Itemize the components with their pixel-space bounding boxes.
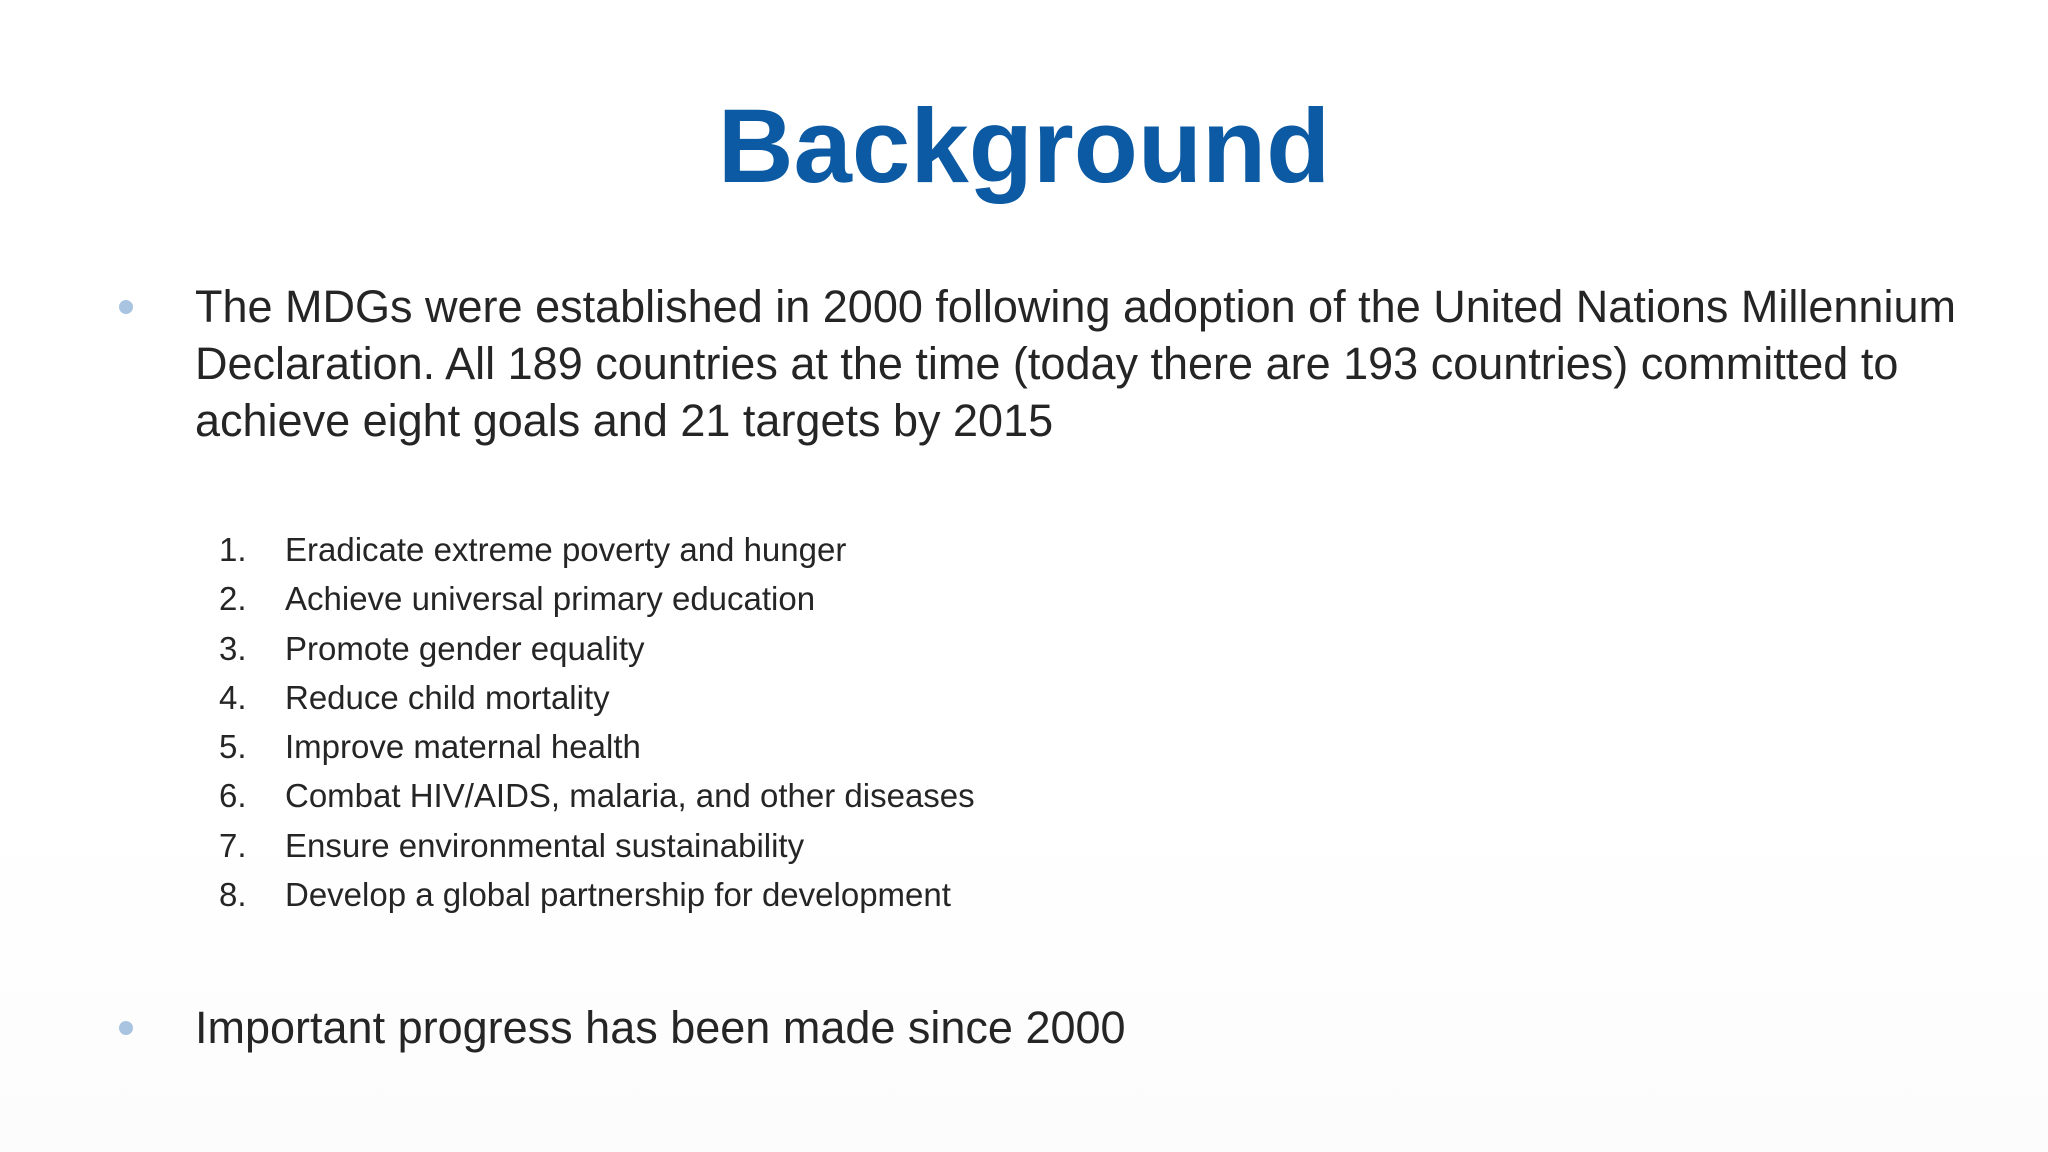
goal-text: Promote gender equality xyxy=(285,629,645,667)
goal-item xyxy=(0,624,2048,673)
goal-number: 5. xyxy=(219,728,247,766)
bullet-dot-icon xyxy=(119,300,133,314)
goal-number: 4. xyxy=(219,678,247,716)
closing-bullet-text: Important progress has been made since 2000 xyxy=(195,1002,1126,1053)
goal-number: 3. xyxy=(219,629,247,667)
goal-number: 8. xyxy=(219,876,247,914)
goal-item xyxy=(0,870,2048,919)
goal-item xyxy=(0,574,2048,623)
goal-number: 6. xyxy=(219,777,247,815)
goal-number: 7. xyxy=(219,826,247,864)
goal-text: Ensure environmental sustainability xyxy=(285,826,805,864)
goal-text: Reduce child mortality xyxy=(285,678,610,716)
goal-text: Combat HIV/AIDS, malaria, and other diseases xyxy=(285,777,975,815)
goal-text: Eradicate extreme poverty and hunger xyxy=(285,531,847,568)
intro-bullet-text: The MDGs were established in 2000 following adoption of the United Nations Millennium Declaration. All 189 countries at the time (today there are 193 countries) committed to achieve eight goals and 21 targets by 2015 xyxy=(195,281,1956,446)
bullet-dot-icon xyxy=(119,1021,133,1035)
goal-text: Achieve universal primary education xyxy=(285,580,816,618)
goal-item xyxy=(0,673,2048,722)
goal-number: 2. xyxy=(219,580,247,618)
goal-text: Develop a global partnership for development xyxy=(285,876,951,914)
goal-item xyxy=(0,525,2048,574)
slide-title: Background xyxy=(717,88,1331,205)
goal-text: Improve maternal health xyxy=(285,728,641,766)
goal-item xyxy=(0,722,2048,771)
goals-list xyxy=(0,525,2048,919)
goal-item xyxy=(0,771,2048,820)
goal-item xyxy=(0,821,2048,870)
goal-number: 1. xyxy=(219,531,247,568)
